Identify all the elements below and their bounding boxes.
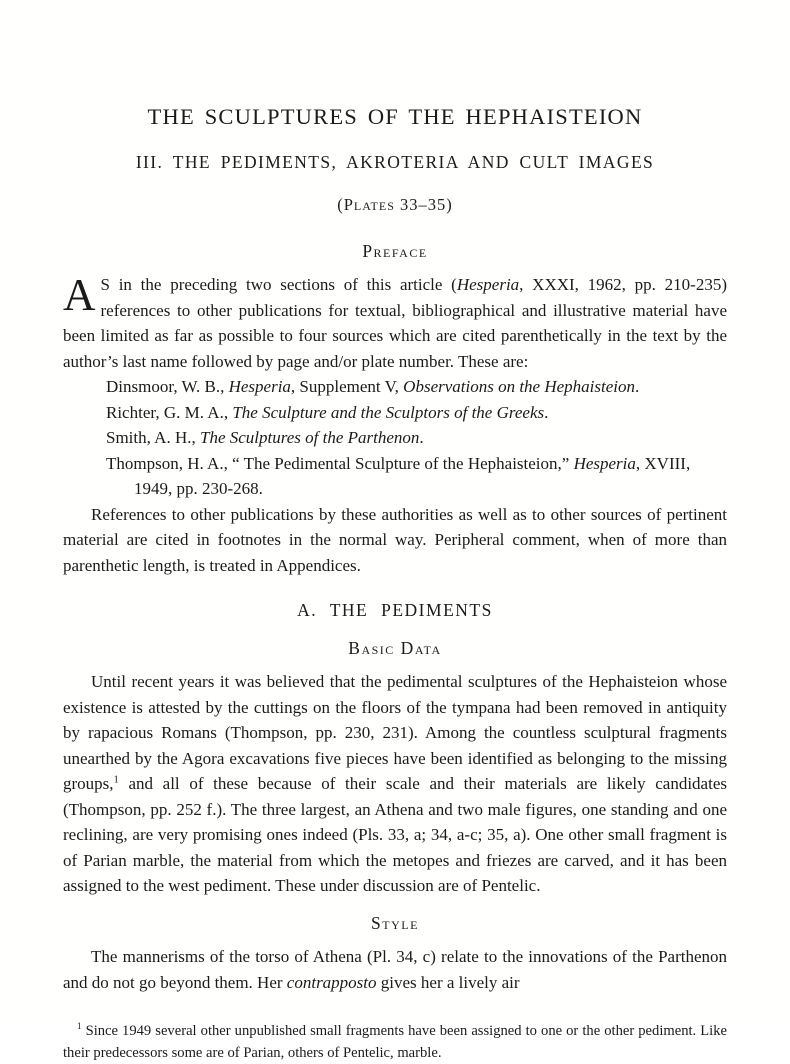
preface-paragraph-1-text: S in the preceding two sections of this article (Hesperia, XXXI, 1962, pp. 210-235) references to other publications for textual, bibliographical and illustrative material have been limited as far as possible to four sources which are cited parenthetically in the text by the author’s last name followed by page and/or plate number. These are:	[63, 275, 727, 371]
preface-heading: Preface	[362, 240, 428, 261]
preface-paragraph-1	[63, 272, 727, 374]
basic-data-heading: Basic Data	[348, 637, 442, 658]
preface-paragraph-2: References to other publications by these authorities as well as to other sources of pertinent material are cited in footnotes in the normal way. Peripheral comment, when of more than parenthetic length, is treated in Appendices.	[63, 504, 727, 575]
plates-line: (Plates 33–35)	[337, 195, 453, 214]
basic-data-paragraph: Until recent years it was believed that the pedimental sculptures of the Hephaisteion whose existence is attested by the cuttings on the floors of the tympana had been removed in antiquity by rapacious Romans (Thompson, pp. 230, 231). Among the countless sculptural fragments unearthed by the Agora excavations five pieces have been identified as belonging to the missing groups,$^1$ and all of these because of their scale and their materials are likely candidates (Thompson, pp. 252 f.). The three largest, an Athena and two male figures, one standing and one reclining, are very promising ones indeed (Pls. 33, a; 34, a-c; 35, a). One other small fragment is of Parian marble, the material from which the metopes and friezes are carved, and it has been assigned to the west pediment. These under discussion are of Pentelic.	[63, 672, 727, 895]
pediments-section-heading: A. THE PEDIMENTS	[297, 600, 493, 620]
drop-cap: A	[63, 270, 96, 320]
reference-item-richter: Richter, G. M. A., The Sculpture and the Sculptors of the Greeks.	[106, 402, 549, 422]
style-paragraph: The mannerisms of the torso of Athena (Pl. 34, c) relate to the innovations of the Parthenon and do not go beyond them. Her contrapposto gives her a lively air	[63, 947, 727, 992]
footnote: $^1$ Since 1949 several other unpublished small fragments have been assigned to one or the other pediment. Like their predecessors some are of Parian, others of Pentelic, marble.	[63, 1021, 727, 1061]
reference-list	[63, 374, 727, 502]
article-subtitle: III. THE PEDIMENTS, AKROTERIA AND CULT IMAGES	[135, 151, 655, 172]
style-heading: Style	[371, 912, 419, 933]
reference-item-thompson: Thompson, H. A., “ The Pedimental Sculpture of the Hephaisteion,” Hesperia, XVIII, 1949, pp. 230-268.	[106, 453, 691, 498]
reference-item-dinsmoor: Dinsmoor, W. B., Hesperia, Supplement V, Observations on the Hephaisteion.	[106, 377, 640, 396]
article-title: THE SCULPTURES OF THE HEPHAISTEION	[147, 104, 643, 129]
reference-item-smith: Smith, A. H., The Sculptures of the Parthenon.	[106, 428, 424, 447]
